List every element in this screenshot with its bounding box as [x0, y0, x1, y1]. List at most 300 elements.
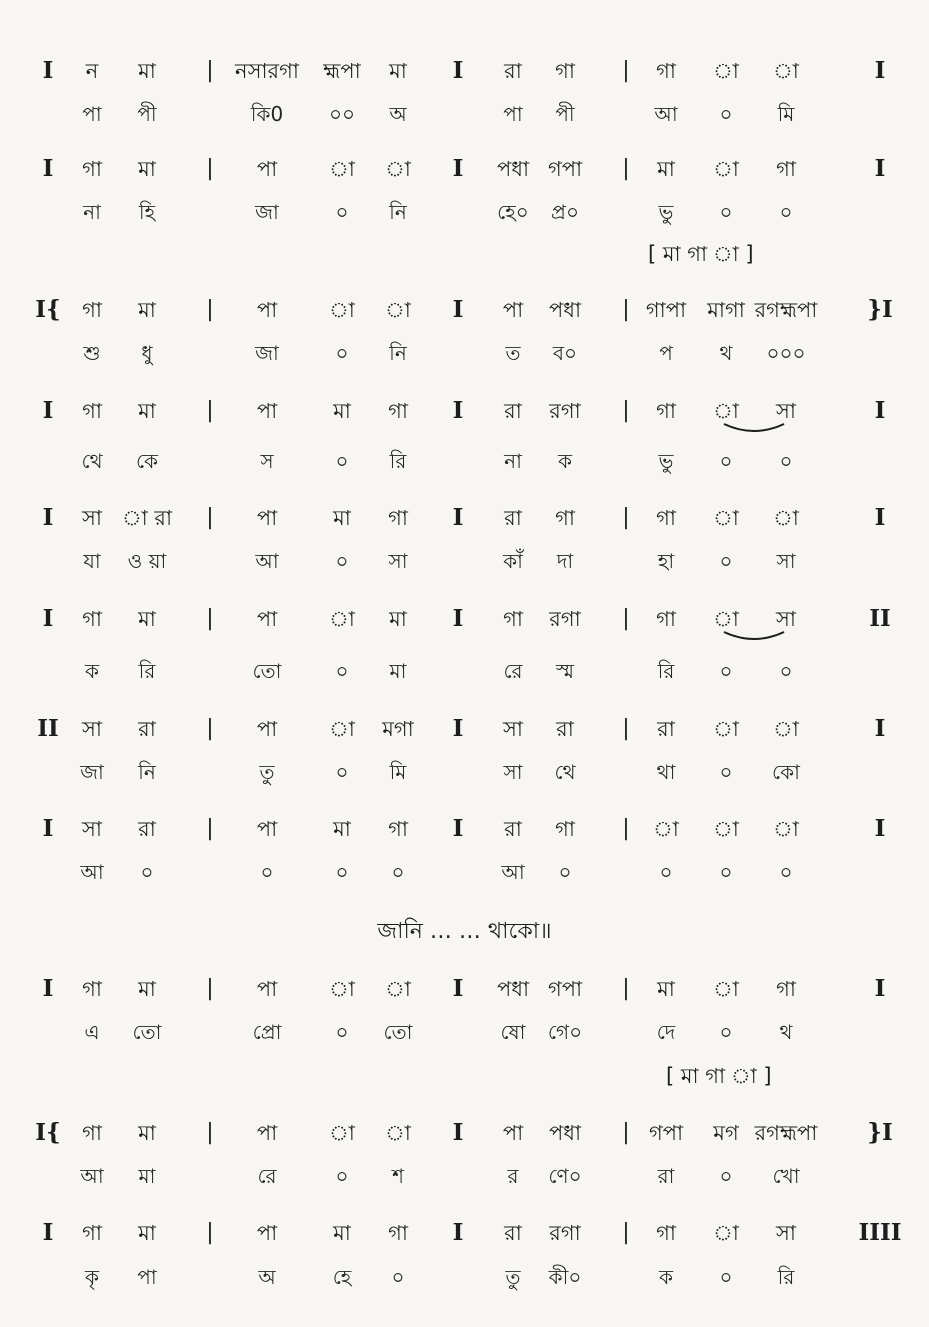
lyric-syllable: কাঁ [503, 549, 523, 573]
lyric-syllable: ০ [335, 860, 349, 884]
lyric-syllable: মা [138, 1164, 156, 1188]
lyric-syllable: ০ [335, 200, 349, 224]
lyric-syllable: ০ [335, 760, 349, 784]
lyric-syllable: জা [255, 341, 279, 365]
lyric-syllable: তু [505, 1265, 521, 1289]
lyric-syllable: মা [389, 659, 407, 683]
lyric-syllable: পী [137, 102, 157, 126]
lyric-line [0, 1264, 929, 1308]
lyric-syllable: থে [81, 449, 103, 473]
swara-line [0, 398, 929, 442]
swara-note: রা [138, 817, 156, 841]
lyric-syllable: ০ [335, 549, 349, 573]
bar-line-minor: | [622, 1220, 630, 1245]
swara-note: নসারগা [235, 59, 299, 83]
lyric-syllable: ০ [779, 449, 793, 473]
bar-line-major: I [452, 397, 464, 424]
bar-line-minor: | [622, 1120, 630, 1145]
lyric-syllable: ০ [335, 449, 349, 473]
swara-note: হ্মপা [323, 59, 361, 83]
swara-note: পধা [496, 977, 530, 1001]
lyric-syllable: স [260, 449, 274, 473]
swara-note: সা [776, 1221, 796, 1245]
bar-line-minor: | [206, 505, 214, 530]
bar-line-start: I [42, 504, 54, 531]
swara-note: া [329, 157, 355, 181]
lyric-syllable: তু [259, 760, 275, 784]
swara-note: া [385, 1121, 411, 1145]
lyric-syllable: ০০ [328, 102, 356, 126]
swara-note: পা [256, 506, 278, 530]
swara-note: মা [138, 157, 156, 181]
lyric-syllable: রে [503, 659, 523, 683]
swara-note: মা [657, 157, 675, 181]
lyric-syllable: ০ [719, 659, 733, 683]
lyric-syllable: কো [772, 760, 800, 784]
swara-note: রা [504, 817, 522, 841]
lyric-syllable: র [507, 1164, 519, 1188]
lyric-syllable: ও য়া [127, 549, 167, 573]
swara-note: পধা [548, 298, 582, 322]
swara-note: মাগা [707, 298, 745, 322]
lyric-syllable: প [659, 341, 673, 365]
swara-note: া [329, 717, 355, 741]
swara-note: মা [333, 399, 351, 423]
swara-note: রগা [549, 607, 581, 631]
lyric-syllable: কৃ [85, 1265, 99, 1289]
swara-note: গা [656, 399, 676, 423]
lyric-syllable: পী [555, 102, 575, 126]
swara-note: গা [388, 399, 408, 423]
lyric-syllable: ভু [658, 200, 674, 224]
bar-line-start: I [42, 975, 54, 1002]
lyric-syllable: থ [719, 341, 733, 365]
lyric-syllable: এ [84, 1020, 100, 1044]
swara-note: গাপা [645, 298, 687, 322]
bar-line-minor: | [206, 976, 214, 1001]
bar-line-start: I [42, 155, 54, 182]
swara-note: মা [138, 607, 156, 631]
swara-note: রা [657, 717, 675, 741]
swara-note: া [329, 977, 355, 1001]
swara-note: মগা [382, 717, 414, 741]
lyric-syllable: ০ [391, 1265, 405, 1289]
swara-note: মা [657, 977, 675, 1001]
bar-line-minor: | [206, 1120, 214, 1145]
alternate-notes-bracket: [ মা গা া ] [648, 242, 754, 266]
lyric-syllable: ০ [659, 860, 673, 884]
lyric-line [0, 759, 929, 803]
lyric-syllable: হি [138, 200, 156, 224]
swara-note: রা [138, 717, 156, 741]
bar-line-minor: | [622, 716, 630, 741]
lyric-syllable: ০০০ [766, 341, 806, 365]
swara-note: পা [502, 298, 524, 322]
bar-line-end: I [874, 504, 886, 531]
swara-line [0, 156, 929, 200]
swara-note: গা [656, 506, 676, 530]
swara-note: রা [504, 59, 522, 83]
lyric-syllable: মি [777, 102, 795, 126]
bar-line-end: IIII [858, 1219, 902, 1246]
lyric-syllable: না [83, 200, 101, 224]
swara-note: সা [776, 607, 796, 631]
lyric-syllable: ০ [140, 860, 154, 884]
swara-note: গা [82, 977, 102, 1001]
swara-note: গা [656, 1221, 676, 1245]
bar-line-minor: | [206, 816, 214, 841]
bar-line-minor: | [206, 156, 214, 181]
lyric-syllable: ০ [719, 549, 733, 573]
lyric-syllable: ক [558, 449, 572, 473]
swara-note: সা [82, 817, 102, 841]
swara-note: মা [138, 59, 156, 83]
lyric-syllable: অ [389, 102, 407, 126]
swara-note: গা [388, 817, 408, 841]
lyric-syllable: ০ [335, 659, 349, 683]
swara-note: া [773, 817, 799, 841]
swara-note: পধা [548, 1121, 582, 1145]
swara-note: গপা [547, 157, 583, 181]
lyric-syllable: তো [132, 1020, 162, 1044]
lyric-line [0, 448, 929, 492]
lyric-syllable: শু [83, 341, 101, 365]
swara-note: মা [333, 817, 351, 841]
lyric-syllable: অ [258, 1265, 276, 1289]
bar-line-end: I [874, 397, 886, 424]
swara-note: মগ [713, 1121, 739, 1145]
swara-note: গা [82, 1121, 102, 1145]
bar-line-major: I [452, 715, 464, 742]
swara-note: া [385, 157, 411, 181]
swara-note: া [713, 607, 739, 631]
lyric-syllable: স্ম [555, 659, 575, 683]
lyric-syllable: হে [332, 1265, 352, 1289]
lyric-syllable: কি0 [250, 102, 284, 126]
lyric-syllable: ০ [779, 860, 793, 884]
lyric-syllable: আ [80, 1164, 104, 1188]
lyric-syllable: ০ [779, 659, 793, 683]
alternate-notes-bracket: [ মা গা া ] [666, 1064, 772, 1088]
bar-line-minor: | [206, 297, 214, 322]
swara-note: পা [256, 399, 278, 423]
lyric-syllable: ০ [335, 341, 349, 365]
lyric-syllable: আ [501, 860, 525, 884]
swara-note: া [713, 977, 739, 1001]
swara-note: সা [776, 399, 796, 423]
lyric-line [0, 340, 929, 384]
swara-note: গা [776, 977, 796, 1001]
swara-note: গপা [547, 977, 583, 1001]
bar-line-major: I [452, 975, 464, 1002]
slur-mark [722, 422, 786, 436]
bar-line-minor: | [622, 297, 630, 322]
bar-line-minor: | [622, 816, 630, 841]
lyric-syllable: সা [388, 549, 408, 573]
lyric-syllable: হে০ [497, 200, 529, 224]
swara-note: া [713, 59, 739, 83]
swara-line [0, 297, 929, 341]
swara-note: া [713, 1221, 739, 1245]
swara-note: গা [503, 607, 523, 631]
lyric-line [0, 658, 929, 702]
swara-note: পা [256, 298, 278, 322]
swara-note: া [713, 817, 739, 841]
swara-note: া [773, 717, 799, 741]
swara-note: পা [256, 1121, 278, 1145]
lyric-syllable: হা [657, 549, 675, 573]
bar-line-minor: | [206, 1220, 214, 1245]
swara-note: মা [138, 1221, 156, 1245]
swara-note: া [773, 506, 799, 530]
lyric-syllable: রি [138, 659, 156, 683]
lyric-syllable: ক [659, 1265, 673, 1289]
swara-note: গা [555, 59, 575, 83]
bar-line-end: I [874, 715, 886, 742]
swara-note: সা [82, 506, 102, 530]
lyric-syllable: প্র০ [551, 200, 579, 224]
swara-note: া [713, 506, 739, 530]
swara-note: া [329, 1121, 355, 1145]
bar-line-major: I [452, 155, 464, 182]
lyric-syllable: মি [389, 760, 407, 784]
lyric-syllable: ধু [141, 341, 153, 365]
bar-line-end: I [874, 57, 886, 84]
lyric-syllable: আ [80, 860, 104, 884]
bar-line-major: I [452, 504, 464, 531]
swara-note: গা [555, 817, 575, 841]
bar-line-start: I [42, 815, 54, 842]
swara-note: গা [82, 607, 102, 631]
lyric-syllable: নি [138, 760, 156, 784]
bar-line-start: I [42, 1219, 54, 1246]
swara-note: পধা [496, 157, 530, 181]
swara-note: মা [138, 977, 156, 1001]
lyric-line [0, 101, 929, 145]
lyric-syllable: ০ [260, 860, 274, 884]
lyric-syllable: ০ [719, 1020, 733, 1044]
swara-note: া রা [121, 506, 173, 530]
swara-note: গা [555, 506, 575, 530]
lyric-syllable: গে০ [547, 1020, 583, 1044]
swara-note: া [713, 717, 739, 741]
swara-note: মা [138, 399, 156, 423]
bar-line-minor: | [622, 398, 630, 423]
swara-note: া [385, 977, 411, 1001]
lyric-syllable: ০ [719, 200, 733, 224]
swara-line [0, 58, 929, 102]
lyric-syllable: থ [779, 1020, 793, 1044]
swara-note: া [329, 607, 355, 631]
swara-note: রা [504, 399, 522, 423]
lyric-syllable: রি [389, 449, 407, 473]
swara-note: রগা [549, 399, 581, 423]
swara-note: গা [656, 59, 676, 83]
swara-note: গা [388, 1221, 408, 1245]
swara-note: মা [333, 506, 351, 530]
swara-note: রগা [549, 1221, 581, 1245]
bar-line-minor: | [206, 58, 214, 83]
swara-line [0, 716, 929, 760]
lyric-syllable: নি [389, 200, 407, 224]
lyric-syllable: পা [503, 102, 523, 126]
swara-note: পা [256, 157, 278, 181]
bar-line-minor: | [622, 58, 630, 83]
lyric-syllable: রে [257, 1164, 277, 1188]
lyric-syllable: জা [255, 200, 279, 224]
swara-note: রগহ্মপা [754, 1121, 818, 1145]
swara-line [0, 606, 929, 650]
swara-note: া [713, 399, 739, 423]
lyric-syllable: ত [505, 341, 521, 365]
swara-note: রা [556, 717, 574, 741]
lyric-syllable: না [504, 449, 522, 473]
swara-note: সা [82, 717, 102, 741]
swara-line [0, 816, 929, 860]
bar-line-major: I [452, 605, 464, 632]
lyric-syllable: নি [389, 341, 407, 365]
lyric-syllable: ০ [719, 102, 733, 126]
swara-note: পা [256, 717, 278, 741]
bar-line-major: I [452, 57, 464, 84]
bar-line-start: I [42, 605, 54, 632]
swara-note: পা [256, 977, 278, 1001]
lyric-syllable: তো [252, 659, 282, 683]
swara-note: পা [256, 1221, 278, 1245]
swara-note: মা [333, 1221, 351, 1245]
swara-note: গা [82, 399, 102, 423]
swara-note: া [653, 817, 679, 841]
swara-note: সা [503, 717, 523, 741]
bar-line-start: I [42, 397, 54, 424]
bar-line-major: I [452, 1219, 464, 1246]
swara-note: গা [656, 607, 676, 631]
bar-line-start: II [37, 715, 59, 742]
swara-note: ন [85, 59, 99, 83]
bar-line-end: I [874, 155, 886, 182]
swara-note: া [385, 298, 411, 322]
swara-note: পা [256, 817, 278, 841]
bar-line-minor: | [622, 156, 630, 181]
swara-note: রা [504, 1221, 522, 1245]
swara-note: মা [138, 298, 156, 322]
slur-mark [722, 630, 786, 644]
lyric-syllable: শ [392, 1164, 404, 1188]
lyric-syllable: থে [554, 760, 576, 784]
lyric-syllable: প্রো [252, 1020, 282, 1044]
interlude-line: জানি … … থাকো॥ [377, 919, 552, 944]
lyric-syllable: ০ [719, 860, 733, 884]
swara-note: মা [138, 1121, 156, 1145]
swara-line [0, 1120, 929, 1164]
lyric-line [0, 548, 929, 592]
bar-line-end: }I [867, 1119, 893, 1146]
lyric-syllable: থা [656, 760, 676, 784]
swara-note: া [773, 59, 799, 83]
lyric-syllable: কে [135, 449, 159, 473]
lyric-syllable: দে [656, 1020, 676, 1044]
swara-note: া [329, 298, 355, 322]
lyric-line [0, 1019, 929, 1063]
lyric-syllable: ০ [719, 760, 733, 784]
swara-note: া [713, 157, 739, 181]
lyric-syllable: রি [657, 659, 675, 683]
lyric-syllable: ০ [719, 1164, 733, 1188]
bar-line-major: I [452, 1119, 464, 1146]
lyric-syllable: যা [83, 549, 101, 573]
lyric-syllable: পা [137, 1265, 157, 1289]
swara-line [0, 505, 929, 549]
swara-note: মা [389, 59, 407, 83]
swara-note: গপা [648, 1121, 684, 1145]
lyric-syllable: ণে০ [548, 1164, 582, 1188]
lyric-syllable: দা [556, 549, 574, 573]
lyric-syllable: ০ [779, 200, 793, 224]
swara-line [0, 976, 929, 1020]
bar-line-end: }I [867, 296, 893, 323]
swara-note: গা [82, 298, 102, 322]
bar-line-major: I [452, 815, 464, 842]
bar-line-minor: | [206, 606, 214, 631]
swara-note: রা [504, 506, 522, 530]
bar-line-end: II [869, 605, 891, 632]
lyric-syllable: ক [85, 659, 99, 683]
lyric-syllable: ০ [558, 860, 572, 884]
lyric-syllable: আ [255, 549, 279, 573]
bar-line-minor: | [622, 606, 630, 631]
lyric-syllable: ০ [719, 1265, 733, 1289]
lyric-line [0, 199, 929, 243]
lyric-syllable: আ [654, 102, 678, 126]
lyric-syllable: রি [777, 1265, 795, 1289]
bar-line-minor: | [622, 976, 630, 1001]
lyric-syllable: ষো [500, 1020, 526, 1044]
swara-note: গা [82, 157, 102, 181]
swara-line [0, 1220, 929, 1264]
lyric-syllable: সা [776, 549, 796, 573]
lyric-syllable: কী০ [548, 1265, 582, 1289]
bar-line-start: I{ [35, 296, 61, 323]
bar-line-minor: | [206, 716, 214, 741]
bar-line-end: I [874, 815, 886, 842]
lyric-syllable: ব০ [552, 341, 578, 365]
lyric-syllable: জা [80, 760, 104, 784]
bar-line-end: I [874, 975, 886, 1002]
swara-note: গা [82, 1221, 102, 1245]
lyric-syllable: রা [657, 1164, 675, 1188]
lyric-syllable: তো [383, 1020, 413, 1044]
bar-line-start: I [42, 57, 54, 84]
swara-note: পা [256, 607, 278, 631]
bar-line-minor: | [206, 398, 214, 423]
swara-note: গা [776, 157, 796, 181]
swara-note: পা [502, 1121, 524, 1145]
swara-note: গা [388, 506, 408, 530]
lyric-syllable: সা [503, 760, 523, 784]
bar-line-start: I{ [35, 1119, 61, 1146]
swara-note: রগহ্মপা [754, 298, 818, 322]
lyric-syllable: ০ [391, 860, 405, 884]
lyric-line [0, 1163, 929, 1207]
bar-line-major: I [452, 296, 464, 323]
lyric-syllable: খো [772, 1164, 800, 1188]
lyric-syllable: ০ [719, 449, 733, 473]
lyric-syllable: ০ [335, 1164, 349, 1188]
lyric-syllable: ০ [335, 1020, 349, 1044]
lyric-syllable: পা [82, 102, 102, 126]
lyric-line [0, 859, 929, 903]
bar-line-minor: | [622, 505, 630, 530]
